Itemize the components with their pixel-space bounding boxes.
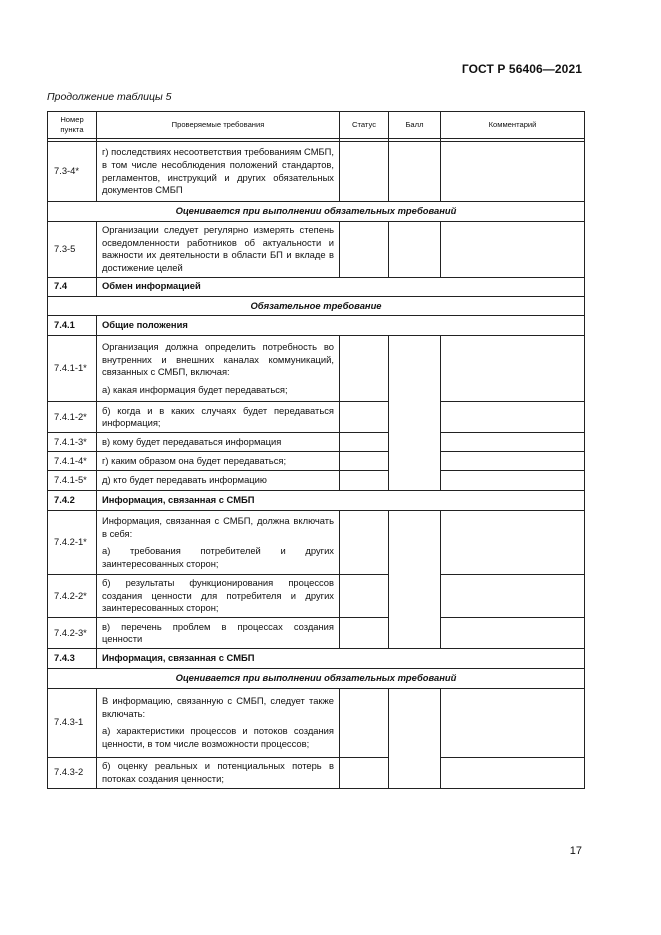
section-row bbox=[48, 316, 585, 336]
item-number: 7.4.3-1 bbox=[48, 688, 97, 757]
requirement-text bbox=[97, 336, 340, 402]
col-header-score: Балл bbox=[389, 112, 441, 139]
table-header-row bbox=[48, 112, 585, 139]
table-subheader-row bbox=[48, 202, 585, 222]
table-row bbox=[48, 142, 585, 202]
item-number: 7.4.2-3* bbox=[48, 618, 97, 649]
section-number: 7.4 bbox=[48, 277, 97, 296]
requirement-text bbox=[97, 688, 340, 757]
table-row bbox=[48, 511, 585, 575]
requirement-text: в) перечень проблем в процессах создания ценности bbox=[97, 618, 340, 649]
mandatory-note: Обязательное требование bbox=[48, 296, 585, 316]
status-cell[interactable] bbox=[340, 511, 389, 575]
comment-cell[interactable] bbox=[441, 618, 585, 649]
evaluation-note: Оценивается при выполнении обязательных требований bbox=[48, 202, 585, 222]
section-row bbox=[48, 277, 585, 296]
requirement-intro: Информация, связанная с СМБП, должна включать в себя: bbox=[102, 515, 334, 539]
item-number: 7.4.1-4* bbox=[48, 452, 97, 471]
comment-cell[interactable] bbox=[441, 221, 585, 277]
section-title: Информация, связанная с СМБП bbox=[97, 491, 585, 511]
table-row bbox=[48, 471, 585, 491]
table-row bbox=[48, 618, 585, 649]
score-cell[interactable] bbox=[389, 511, 441, 649]
comment-cell[interactable] bbox=[441, 336, 585, 402]
requirement-text: Организации следует регулярно измерять степень осведомленности работников об актуальности и важности их деятельности в области БП и вкладе в достижение целей bbox=[97, 221, 340, 277]
status-cell[interactable] bbox=[340, 402, 389, 433]
item-number: 7.4.2-2* bbox=[48, 575, 97, 618]
table-subheader-row bbox=[48, 669, 585, 689]
table-subheader-row bbox=[48, 296, 585, 316]
page-number: 17 bbox=[569, 845, 582, 857]
item-number: 7.4.1-5* bbox=[48, 471, 97, 491]
score-cell[interactable] bbox=[389, 142, 441, 202]
item-number: 7.4.1-1* bbox=[48, 336, 97, 402]
requirement-text: б) оценку реальных и потенциальных потерь в потоках создания ценности; bbox=[97, 757, 340, 788]
section-title: Обмен информацией bbox=[97, 277, 585, 296]
table-row bbox=[48, 452, 585, 471]
requirement-intro: Организация должна определить потребность во внутренних и внешних каналах коммуникаций, связанных с СМБП, включая: bbox=[102, 341, 334, 378]
requirement-text: г) каким образом она будет передаваться; bbox=[97, 452, 340, 471]
comment-cell[interactable] bbox=[441, 688, 585, 757]
table-row bbox=[48, 757, 585, 788]
requirement-text: в) кому будет передаваться информация bbox=[97, 433, 340, 452]
table-row bbox=[48, 433, 585, 452]
comment-cell[interactable] bbox=[441, 452, 585, 471]
col-header-requirement: Проверяемые требования bbox=[97, 112, 340, 139]
item-number: 7.3-5 bbox=[48, 221, 97, 277]
table-row bbox=[48, 688, 585, 757]
item-number: 7.4.1-2* bbox=[48, 402, 97, 433]
col-header-comment: Комментарий bbox=[441, 112, 585, 139]
requirement-text: б) когда и в каких случаях будет передаваться информация; bbox=[97, 402, 340, 433]
item-number: 7.4.1-3* bbox=[48, 433, 97, 452]
score-cell[interactable] bbox=[389, 221, 441, 277]
score-cell[interactable] bbox=[389, 688, 441, 788]
table-row bbox=[48, 336, 585, 402]
requirement-item: а) характеристики процессов и потоков создания ценности, в том числе возможности процессов; bbox=[102, 725, 334, 749]
status-cell[interactable] bbox=[340, 471, 389, 491]
requirement-text: г) последствиях несоответствия требованиям СМБП, в том числе несоблюдения положений стандартов, регламентов, инструкций и других обязательных документов СМБП bbox=[97, 142, 340, 202]
status-cell[interactable] bbox=[340, 688, 389, 757]
document-id: ГОСТ Р 56406—2021 bbox=[461, 62, 582, 76]
status-cell[interactable] bbox=[340, 433, 389, 452]
item-number: 7.4.2-1* bbox=[48, 511, 97, 575]
status-cell[interactable] bbox=[340, 575, 389, 618]
section-title: Информация, связанная с СМБП bbox=[97, 649, 585, 669]
section-number: 7.4.3 bbox=[48, 649, 97, 669]
requirement-intro: В информацию, связанную с СМБП, следует также включать: bbox=[102, 695, 334, 719]
status-cell[interactable] bbox=[340, 221, 389, 277]
comment-cell[interactable] bbox=[441, 433, 585, 452]
table-row bbox=[48, 575, 585, 618]
section-number: 7.4.1 bbox=[48, 316, 97, 336]
section-number: 7.4.2 bbox=[48, 491, 97, 511]
col-header-status: Статус bbox=[340, 112, 389, 139]
status-cell[interactable] bbox=[340, 757, 389, 788]
status-cell[interactable] bbox=[340, 336, 389, 402]
table-row bbox=[48, 221, 585, 277]
status-cell[interactable] bbox=[340, 142, 389, 202]
item-number: 7.4.3-2 bbox=[48, 757, 97, 788]
section-row bbox=[48, 649, 585, 669]
score-cell[interactable] bbox=[389, 336, 441, 491]
col-header-number: Номер пункта bbox=[48, 112, 97, 139]
status-cell[interactable] bbox=[340, 618, 389, 649]
table-row bbox=[48, 402, 585, 433]
comment-cell[interactable] bbox=[441, 757, 585, 788]
requirement-text bbox=[97, 511, 340, 575]
section-title: Общие положения bbox=[97, 316, 585, 336]
comment-cell[interactable] bbox=[441, 471, 585, 491]
comment-cell[interactable] bbox=[441, 402, 585, 433]
requirement-text: д) кто будет передавать информацию bbox=[97, 471, 340, 491]
comment-cell[interactable] bbox=[441, 575, 585, 618]
section-row bbox=[48, 491, 585, 511]
requirements-table bbox=[47, 111, 585, 789]
comment-cell[interactable] bbox=[441, 511, 585, 575]
status-cell[interactable] bbox=[340, 452, 389, 471]
evaluation-note: Оценивается при выполнении обязательных требований bbox=[48, 669, 585, 689]
requirement-item: а) требования потребителей и других заинтересованных сторон; bbox=[102, 545, 334, 569]
table-continuation-caption: Продолжение таблицы 5 bbox=[47, 91, 172, 103]
requirement-text: б) результаты функционирования процессов создания ценности для потребителя и других заинтересованных сторон; bbox=[97, 575, 340, 618]
comment-cell[interactable] bbox=[441, 142, 585, 202]
item-number: 7.3-4* bbox=[48, 142, 97, 202]
requirement-item: а) какая информация будет передаваться; bbox=[102, 383, 288, 395]
